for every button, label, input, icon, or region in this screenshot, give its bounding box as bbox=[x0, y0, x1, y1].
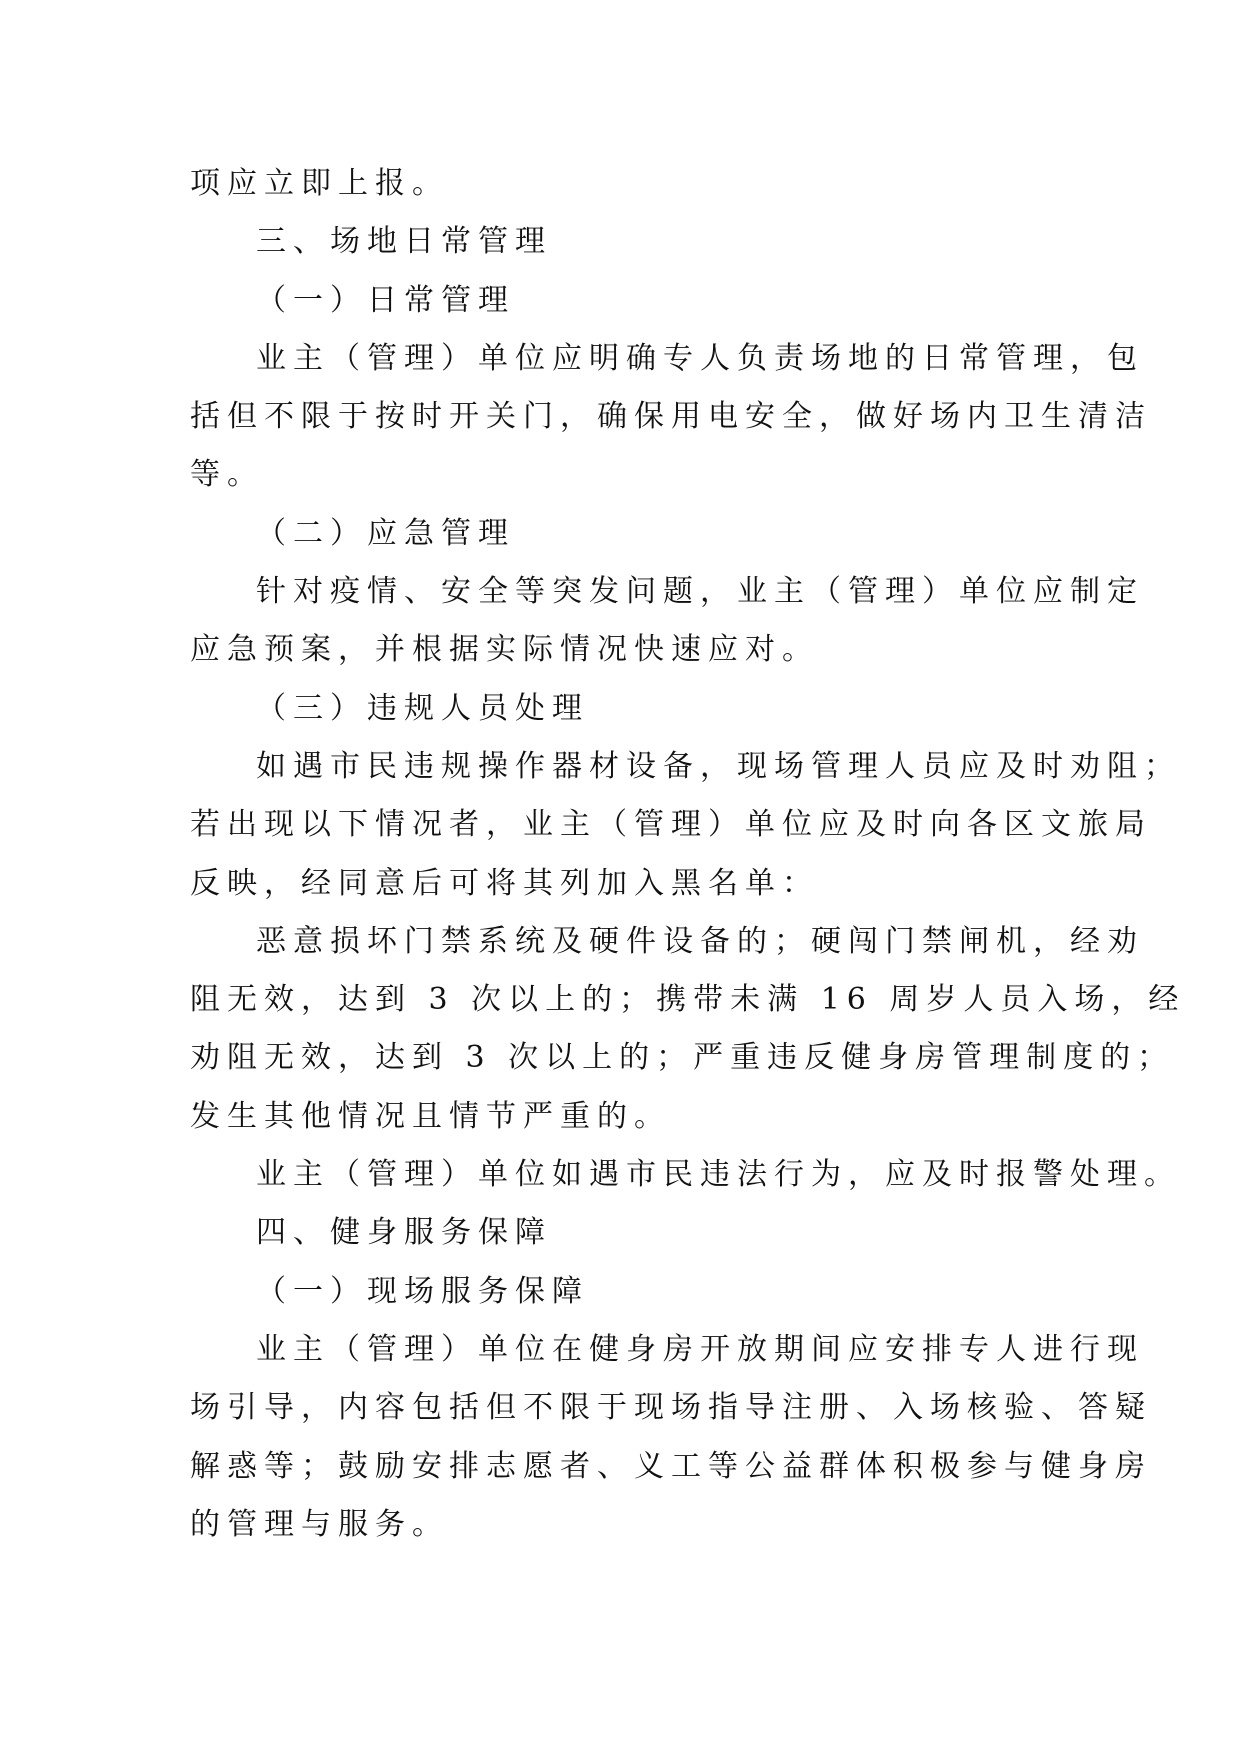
text-line: 阻无效，达到 3 次以上的；携带未满 16 周岁人员入场，经 bbox=[190, 982, 1186, 1018]
text-line: 针对疫情、安全等突发问题，业主（管理）单位应制定 bbox=[256, 574, 1144, 610]
text-line: 应急预案，并根据实际情况快速应对。 bbox=[190, 632, 819, 668]
text-line: 若出现以下情况者，业主（管理）单位应及时向各区文旅局 bbox=[190, 807, 1152, 843]
text-line: 项应立即上报。 bbox=[190, 166, 449, 201]
text-line: 括但不限于按时开关门，确保用电安全，做好场内卫生清洁 bbox=[190, 399, 1152, 435]
subsection-heading: （一）日常管理 bbox=[256, 282, 515, 318]
subsection-heading: （二）应急管理 bbox=[256, 515, 515, 551]
section-heading: 四、健身服务保障 bbox=[256, 1215, 552, 1251]
subsection-heading: （三）违规人员处理 bbox=[256, 690, 589, 726]
subsection-heading: （一）现场服务保障 bbox=[256, 1273, 589, 1309]
text-line: 发生其他情况且情节严重的。 bbox=[190, 1098, 671, 1134]
text-line: 等。 bbox=[190, 457, 264, 493]
section-heading: 三、场地日常管理 bbox=[256, 224, 552, 260]
text-line: 场引导，内容包括但不限于现场指导注册、入场核验、答疑 bbox=[190, 1390, 1152, 1426]
document-body bbox=[190, 155, 1186, 1554]
text-line: 的管理与服务。 bbox=[190, 1506, 449, 1542]
text-line: 解惑等；鼓励安排志愿者、义工等公益群体积极参与健身房 bbox=[190, 1448, 1152, 1484]
text-line: 恶意损坏门禁系统及硬件设备的；硬闯门禁闸机，经劝 bbox=[256, 923, 1144, 959]
text-line: 如遇市民违规操作器材设备，现场管理人员应及时劝阻； bbox=[256, 748, 1181, 784]
text-line: 业主（管理）单位应明确专人负责场地的日常管理，包 bbox=[256, 340, 1144, 376]
text-line: 业主（管理）单位在健身房开放期间应安排专人进行现 bbox=[256, 1331, 1144, 1367]
text-line: 业主（管理）单位如遇市民违法行为，应及时报警处理。 bbox=[256, 1157, 1181, 1193]
text-line: 劝阻无效，达到 3 次以上的；严重违反健身房管理制度的； bbox=[190, 1040, 1175, 1076]
text-line: 反映，经同意后可将其列加入黑名单： bbox=[190, 865, 819, 901]
